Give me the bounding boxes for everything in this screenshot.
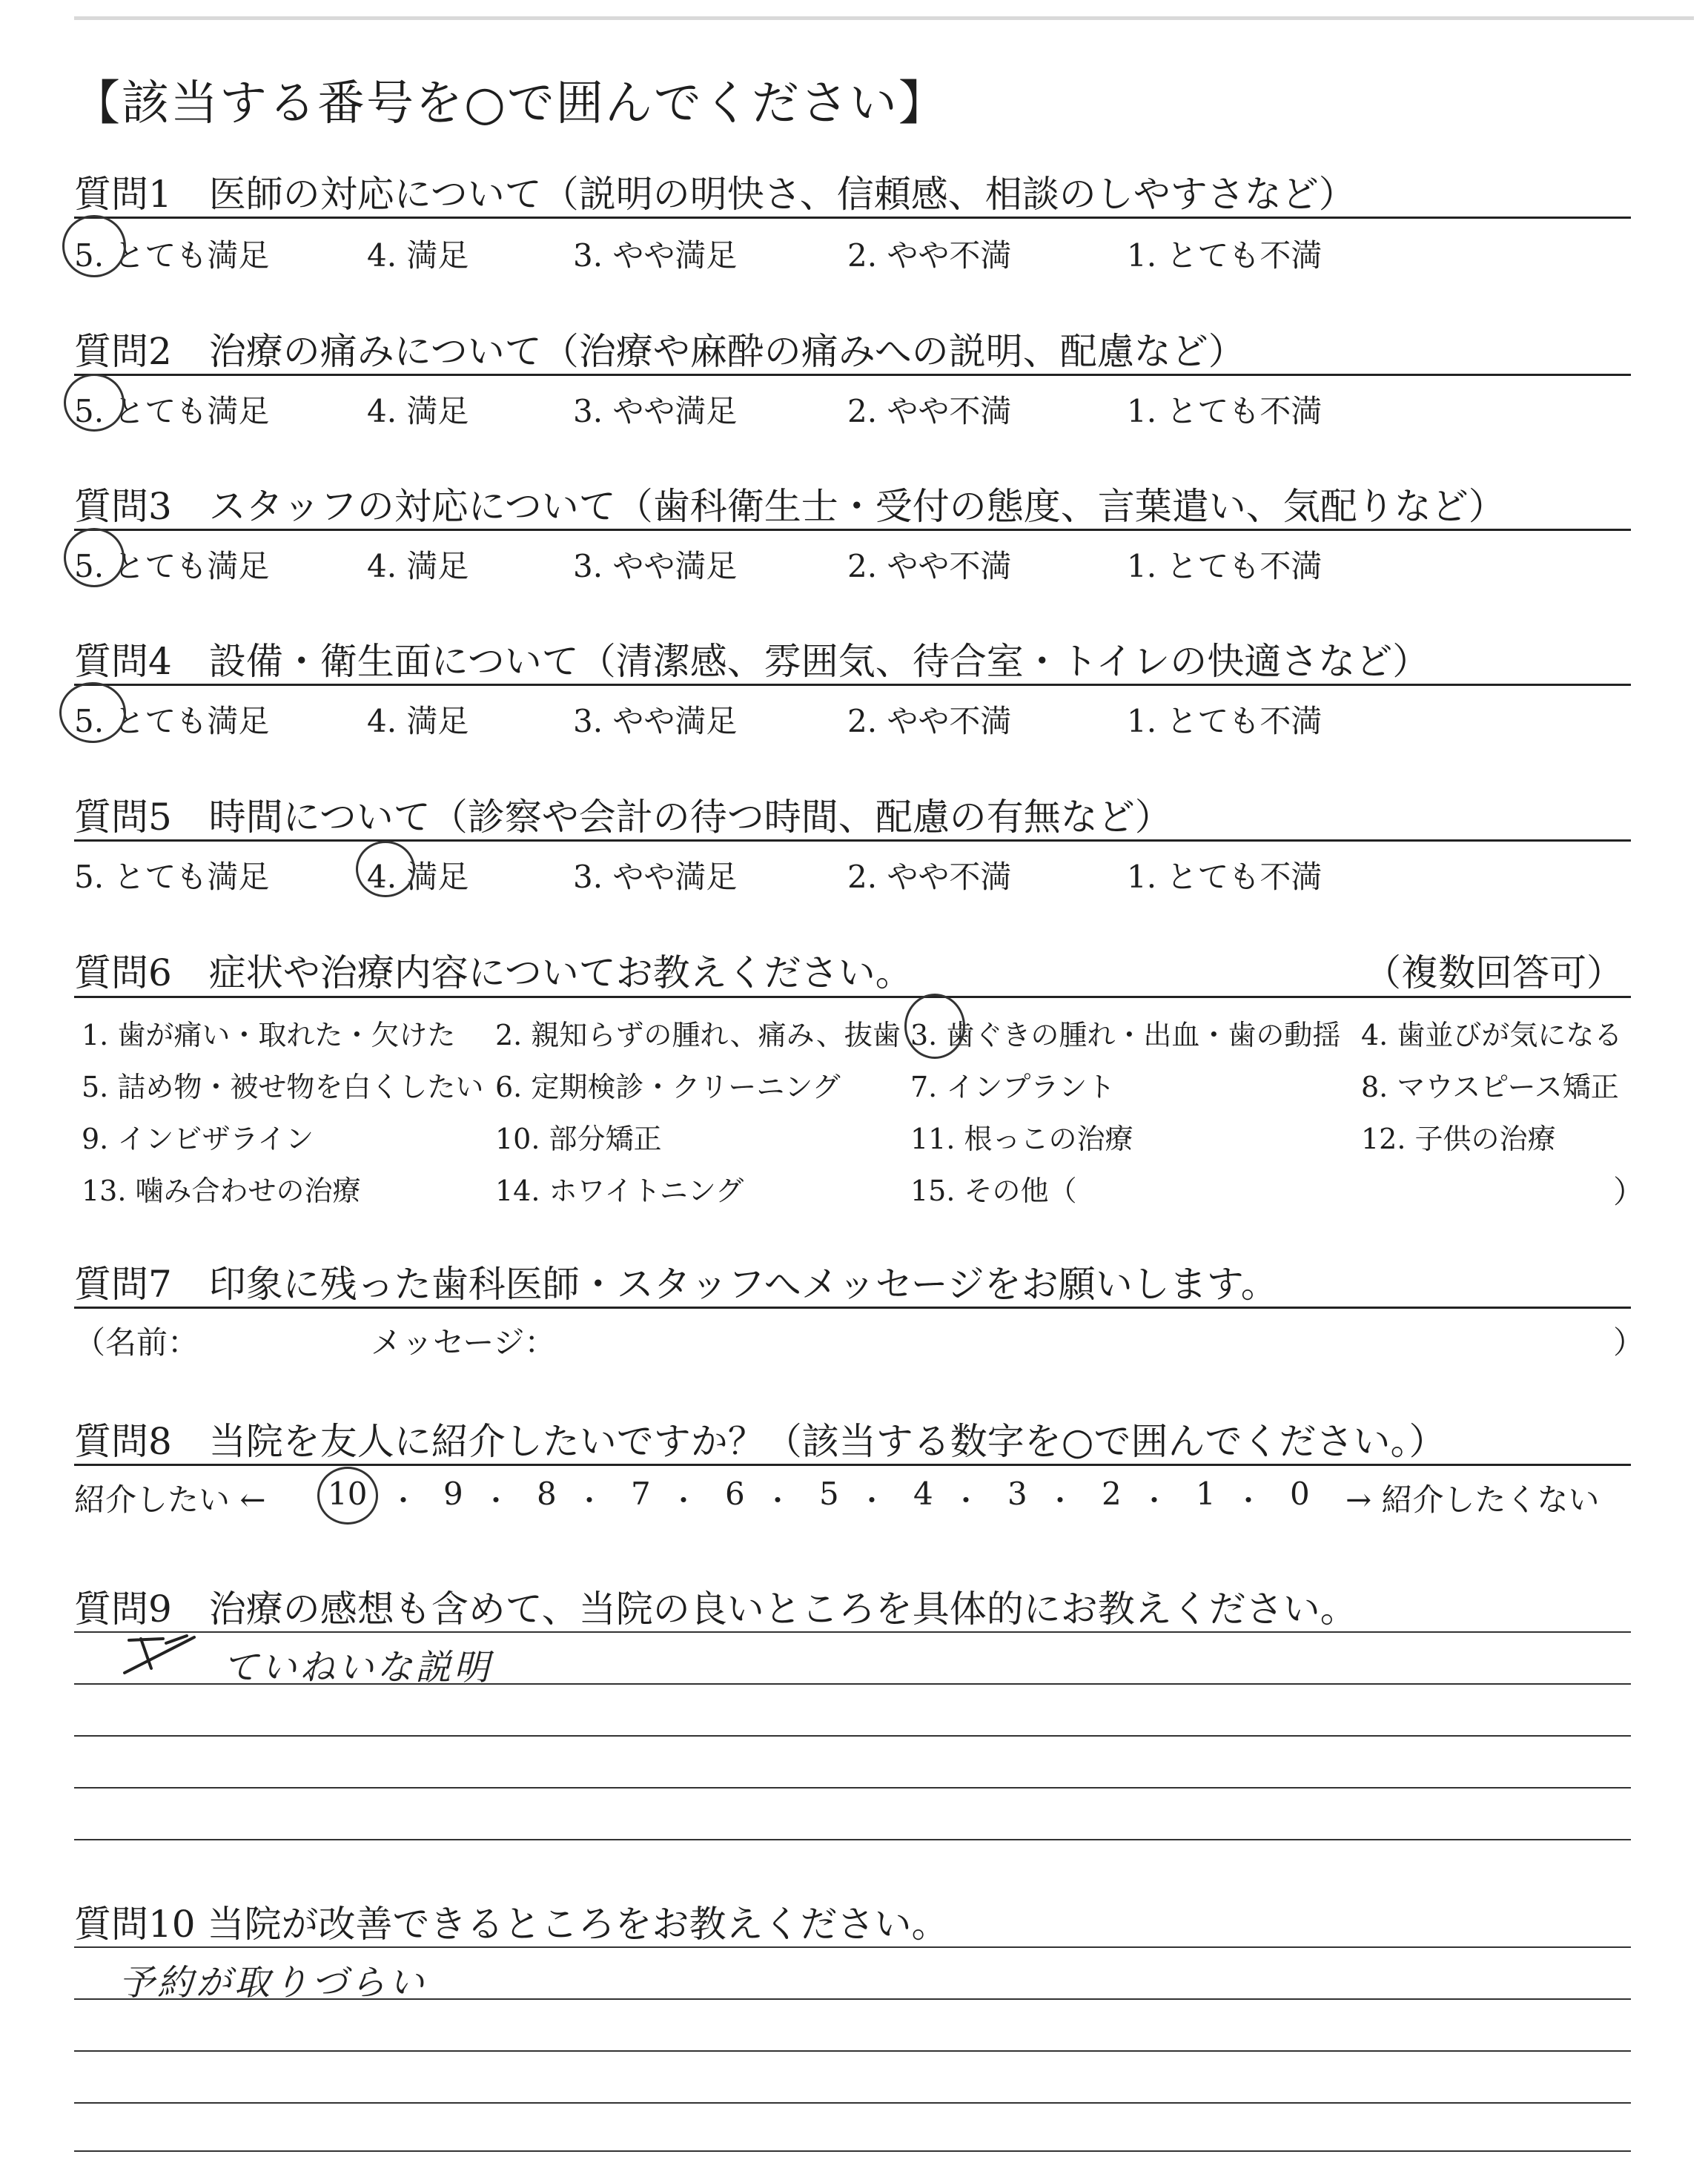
form-heading: 【該当する番号を○で囲んでください】 <box>73 76 947 131</box>
q5-option-4[interactable]: 4. 満足 <box>367 859 469 895</box>
q8-score-4[interactable]: 4 <box>913 1476 933 1512</box>
q8-score-9[interactable]: 9 <box>443 1476 463 1512</box>
q9-answer-line-1 <box>74 1631 1631 1633</box>
q2-option-4[interactable]: 4. 満足 <box>367 393 469 429</box>
q1-option-1[interactable]: 1. とても不満 <box>1127 237 1323 274</box>
q8-dot: ・ <box>1234 1484 1263 1517</box>
question-6-title: 質問6 症状や治療内容についてお教えください。 <box>74 951 913 994</box>
q9-answer-line-3 <box>74 1735 1631 1737</box>
q10-answer-line-1 <box>74 1946 1631 1948</box>
q8-score-6[interactable]: 6 <box>725 1476 745 1512</box>
question-3-title: 質問3 スタッフの対応について（歯科衛生士・受付の態度、言葉遣い、気配りなど） <box>74 485 1506 528</box>
question-5-rule <box>74 839 1631 842</box>
q5-option-5[interactable]: 5. とても満足 <box>74 859 270 895</box>
q3-selection-circle <box>64 528 125 587</box>
q4-selection-circle <box>59 682 126 743</box>
q6-item-13[interactable]: 13. 噛み合わせの治療 <box>82 1175 361 1207</box>
q4-option-4[interactable]: 4. 満足 <box>367 703 469 739</box>
q9-answer-line-4 <box>74 1787 1631 1789</box>
q8-dot: ・ <box>669 1484 698 1517</box>
q8-score-8[interactable]: 8 <box>537 1476 557 1512</box>
q2-option-3[interactable]: 3. やや満足 <box>573 393 738 429</box>
q6-item-10[interactable]: 10. 部分矯正 <box>495 1123 662 1155</box>
q6-item-5[interactable]: 5. 詰め物・被せ物を白くしたい <box>82 1071 484 1103</box>
q3-option-4[interactable]: 4. 満足 <box>367 548 469 584</box>
q9-answer-line-5 <box>74 1839 1631 1840</box>
q4-option-1[interactable]: 1. とても不満 <box>1127 703 1323 739</box>
q8-dot: ・ <box>858 1484 887 1517</box>
q6-item-6[interactable]: 6. 定期検診・クリーニング <box>495 1071 841 1103</box>
q3-option-1[interactable]: 1. とても不満 <box>1127 548 1323 584</box>
question-7-title: 質問7 印象に残った歯科医師・スタッフへメッセージをお願いします。 <box>74 1263 1278 1306</box>
question-6-rule <box>74 996 1631 998</box>
question-2-rule <box>74 374 1631 376</box>
q1-option-4[interactable]: 4. 満足 <box>367 237 469 274</box>
q6-item-11[interactable]: 11. 根っこの治療 <box>910 1123 1133 1155</box>
q8-right-label: → 紹介したくない <box>1345 1482 1600 1518</box>
q8-dot: ・ <box>952 1484 981 1517</box>
question-1-title: 質問1 医師の対応について（説明の明快さ、信頼感、相談のしやすさなど） <box>74 173 1356 216</box>
q5-selection-circle <box>356 841 415 897</box>
q4-option-2[interactable]: 2. やや不満 <box>847 703 1012 739</box>
q10-answer-line-3 <box>74 2050 1631 2052</box>
question-9-title: 質問9 治療の感想も含めて、当院の良いところを具体的にお教えください。 <box>74 1588 1357 1631</box>
question-10-title: 質問10 当院が改善できるところをお教えください。 <box>74 1903 949 1946</box>
question-1-rule <box>74 217 1631 219</box>
q6-item-15[interactable]: 15. その他（ <box>910 1175 1077 1207</box>
q6-item-3[interactable]: 3. 歯ぐきの腫れ・出血・歯の動揺 <box>910 1019 1341 1051</box>
q6-item-2[interactable]: 2. 親知らずの腫れ、痛み、抜歯 <box>495 1019 901 1051</box>
question-3-rule <box>74 529 1631 531</box>
q1-option-5[interactable]: 5. とても満足 <box>74 237 270 274</box>
q6-item-4[interactable]: 4. 歯並びが気になる <box>1361 1019 1623 1051</box>
q8-score-2[interactable]: 2 <box>1102 1476 1122 1512</box>
q8-selection-circle <box>317 1467 378 1525</box>
question-4-rule <box>74 684 1631 686</box>
q6-item-7[interactable]: 7. インプラント <box>910 1071 1116 1103</box>
q6-other-close-paren: ） <box>1613 1174 1645 1210</box>
q4-option-5[interactable]: 5. とても満足 <box>74 703 270 739</box>
question-2-title: 質問2 治療の痛みについて（治療や麻酔の痛みへの説明、配慮など） <box>74 330 1245 373</box>
question-5-title: 質問5 時間について（診察や会計の待つ時間、配慮の有無など） <box>74 796 1172 839</box>
q6-item-14[interactable]: 14. ホワイトニング <box>495 1175 744 1207</box>
question-8-rule <box>74 1464 1631 1466</box>
q2-option-5[interactable]: 5. とても満足 <box>74 393 270 429</box>
q3-option-3[interactable]: 3. やや満足 <box>573 548 738 584</box>
q1-option-3[interactable]: 3. やや満足 <box>573 237 738 274</box>
q8-score-10[interactable]: 10 <box>328 1476 368 1512</box>
q7-close-paren: ） <box>1613 1324 1645 1361</box>
q5-option-1[interactable]: 1. とても不満 <box>1127 859 1323 895</box>
q8-score-5[interactable]: 5 <box>819 1476 839 1512</box>
q8-dot: ・ <box>389 1484 418 1517</box>
q6-item-1[interactable]: 1. 歯が痛い・取れた・欠けた <box>82 1019 456 1051</box>
q7-name-label: （名前： <box>74 1324 199 1361</box>
q2-option-1[interactable]: 1. とても不満 <box>1127 393 1323 429</box>
q2-option-2[interactable]: 2. やや不満 <box>847 393 1012 429</box>
q1-option-2[interactable]: 2. やや不満 <box>847 237 1012 274</box>
q8-score-3[interactable]: 3 <box>1007 1476 1027 1512</box>
q9-handwritten-answer[interactable]: ていねいな説明 <box>222 1647 493 1688</box>
q8-score-7[interactable]: 7 <box>631 1476 651 1512</box>
question-7-rule <box>74 1307 1631 1309</box>
q10-answer-line-5 <box>74 2150 1631 2152</box>
q8-dot: ・ <box>482 1484 511 1517</box>
question-6-note: （複数回答可） <box>1364 951 1623 994</box>
q3-option-5[interactable]: 5. とても満足 <box>74 548 270 584</box>
q8-score-1[interactable]: 1 <box>1196 1476 1216 1512</box>
q2-selection-circle <box>64 374 125 432</box>
q8-dot: ・ <box>764 1484 792 1517</box>
q8-left-label: 紹介したい ← <box>74 1482 266 1518</box>
q4-option-3[interactable]: 3. やや満足 <box>573 703 738 739</box>
q6-item-12[interactable]: 12. 子供の治療 <box>1361 1123 1556 1155</box>
q6-item-8[interactable]: 8. マウスピース矯正 <box>1361 1071 1619 1103</box>
q10-handwritten-answer[interactable]: 予約が取りづらい <box>119 1962 428 2004</box>
q8-dot: ・ <box>1140 1484 1169 1517</box>
question-8-title: 質問8 当院を友人に紹介したいですか？（該当する数字を○で囲んでください。） <box>74 1420 1446 1463</box>
q9-crossed-out-scribble <box>119 1630 208 1682</box>
q8-dot: ・ <box>575 1484 604 1517</box>
top-border <box>74 16 1694 20</box>
q5-option-3[interactable]: 3. やや満足 <box>573 859 738 895</box>
q6-selection-circle <box>904 994 965 1059</box>
q8-dot: ・ <box>1046 1484 1075 1517</box>
q8-score-0[interactable]: 0 <box>1290 1476 1310 1512</box>
q10-answer-line-4 <box>74 2102 1631 2104</box>
q7-message-label: メッセージ： <box>371 1324 556 1361</box>
q1-selection-circle <box>62 215 126 277</box>
q5-option-2[interactable]: 2. やや不満 <box>847 859 1012 895</box>
question-4-title: 質問4 設備・衛生面について（清潔感、雰囲気、待合室・トイレの快適さなど） <box>74 640 1430 683</box>
q6-item-9[interactable]: 9. インビザライン <box>82 1123 314 1155</box>
q3-option-2[interactable]: 2. やや不満 <box>847 548 1012 584</box>
